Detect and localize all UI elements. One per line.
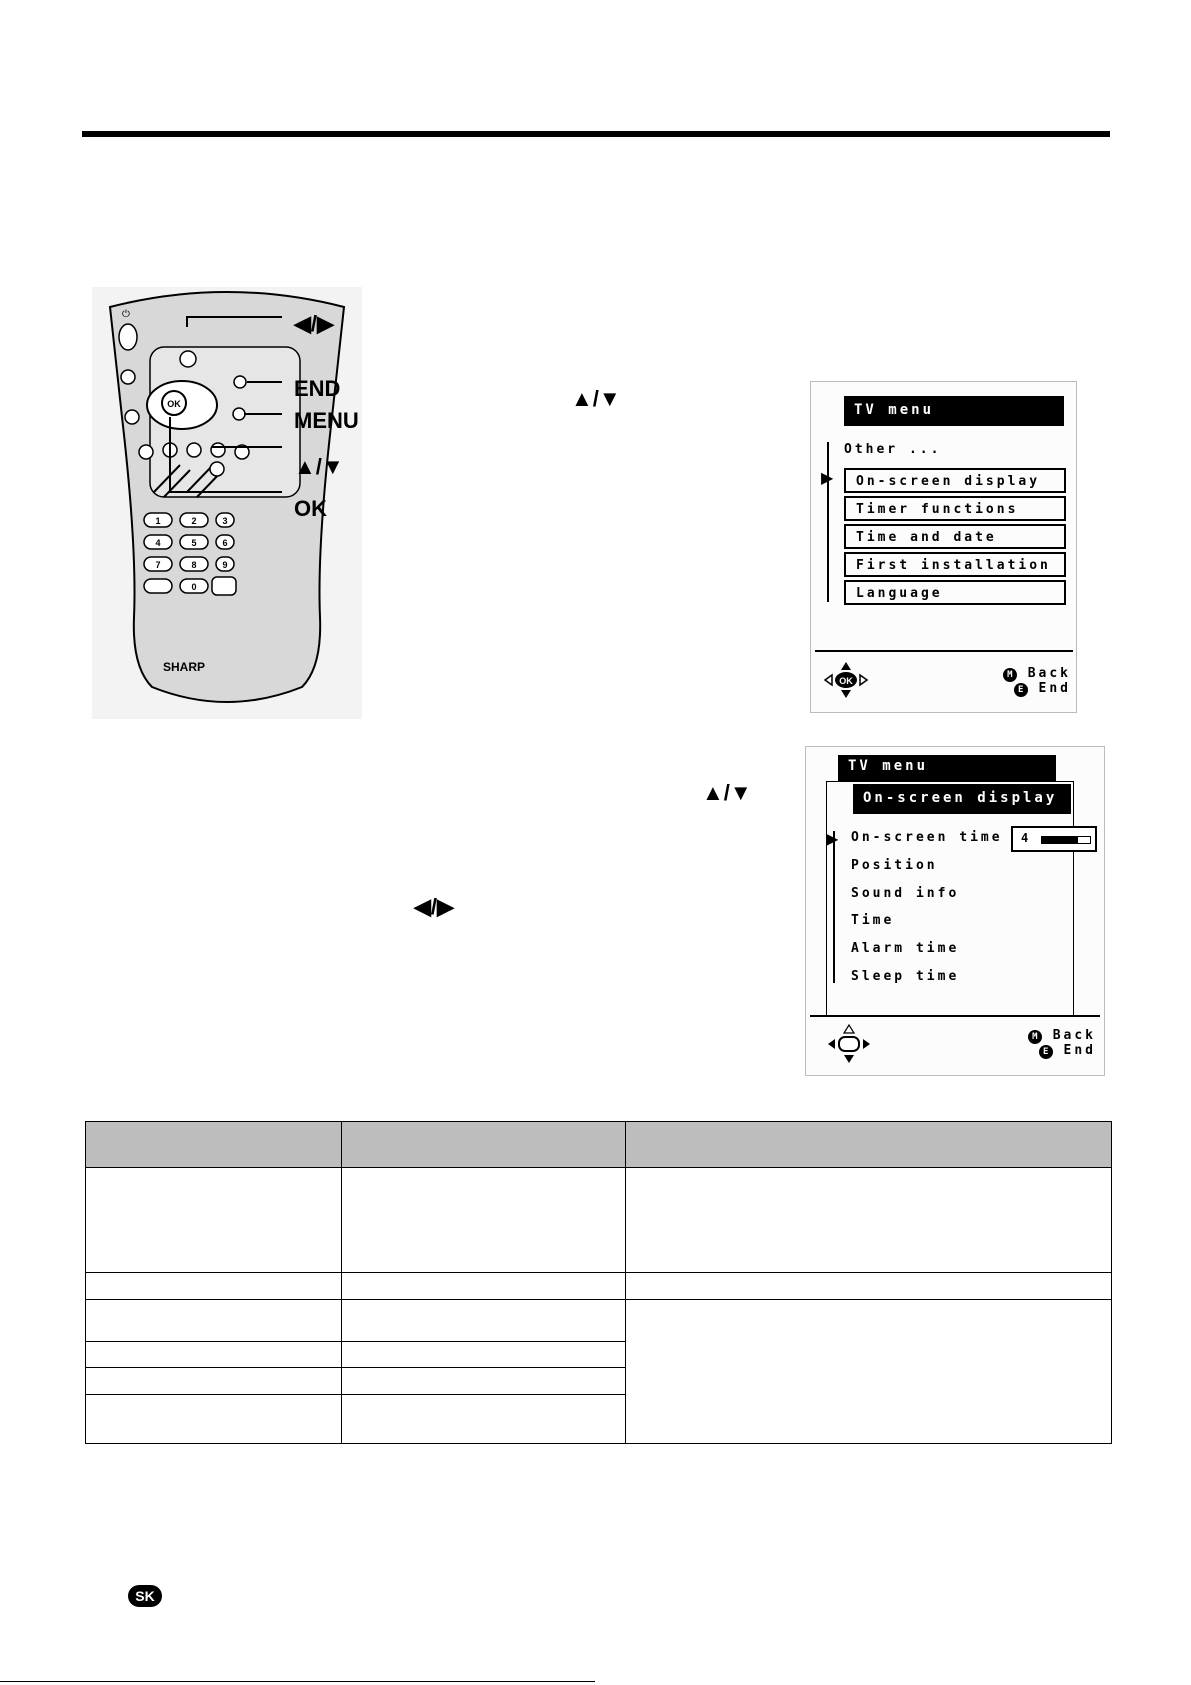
- nav-pad-icon: [823, 660, 869, 700]
- osd-item-timer-functions[interactable]: Timer functions: [844, 496, 1066, 521]
- hint-back-label: Back: [1027, 666, 1071, 681]
- brand-logo: SHARP: [162, 660, 206, 674]
- callout-menu: MENU: [294, 408, 359, 433]
- arrow-up-down-glyph-1: ▲/▼: [571, 386, 621, 411]
- table-header-cell: [342, 1122, 626, 1168]
- top-rule: [82, 131, 1110, 137]
- table-cell: [626, 1273, 1112, 1300]
- arrow-left-right-glyph: ◀/▶: [414, 894, 454, 919]
- volume-button: [180, 351, 196, 367]
- osd-item-first-installation[interactable]: First installation: [844, 552, 1066, 577]
- osd-section-label: Other ...: [844, 442, 942, 457]
- table-cell: [342, 1273, 626, 1300]
- osd-sub-pointer-arrow: ▶: [826, 831, 839, 848]
- table-cell: [86, 1300, 342, 1342]
- sub-hint-end-label: End: [1063, 1043, 1096, 1058]
- on-screen-time-value-box[interactable]: [1011, 826, 1097, 852]
- language-badge: SK: [128, 1585, 162, 1607]
- osd-tv-menu: [810, 381, 1077, 713]
- menu-button: [233, 408, 245, 420]
- on-screen-time-slider[interactable]: [1041, 836, 1091, 844]
- input-button: [121, 370, 135, 384]
- table-cell: [342, 1395, 626, 1444]
- osd-pointer-arrow: ▶: [821, 470, 834, 487]
- osd-item-time-and-date[interactable]: Time and date: [844, 524, 1066, 549]
- osd-item-language[interactable]: Language: [844, 580, 1066, 605]
- table-cell: [86, 1168, 342, 1273]
- callout-up-down: ▲/▼: [294, 454, 344, 479]
- osd-divider: [815, 650, 1073, 652]
- table-row: [86, 1168, 1112, 1273]
- osd-sub-hints: [1004, 1029, 1096, 1059]
- key-6: 6: [222, 538, 228, 548]
- on-screen-time-slider-fill: [1042, 837, 1078, 843]
- osd-sub-item-position[interactable]: Position: [851, 858, 938, 873]
- hint-end: [981, 682, 1071, 697]
- settings-table: [85, 1121, 1112, 1444]
- sub-hint-back: [1004, 1029, 1096, 1044]
- osd-sub-divider: [810, 1015, 1100, 1017]
- key-1: 1: [155, 516, 161, 526]
- osd-bracket-line: [827, 442, 829, 602]
- osd-sub-item-alarm-time[interactable]: Alarm time: [851, 941, 960, 956]
- footer-rule: [0, 1681, 595, 1682]
- sub-hint-back-label: Back: [1052, 1028, 1096, 1043]
- end-key-icon: E: [1014, 683, 1028, 697]
- key-9: 9: [222, 560, 228, 570]
- key-4: 4: [155, 538, 161, 548]
- table-cell: [86, 1395, 342, 1444]
- table-cell: [86, 1342, 342, 1368]
- menu-key-icon: M: [1003, 668, 1017, 682]
- table-cell: [626, 1168, 1112, 1273]
- key-7: 7: [155, 560, 161, 570]
- osd-sub-item-time[interactable]: Time: [851, 913, 895, 928]
- key-2: 2: [191, 516, 197, 526]
- on-screen-time-value: 4: [1021, 831, 1032, 845]
- table-row: [86, 1273, 1112, 1300]
- osd-parent-title: TV menu: [838, 755, 1056, 781]
- hint-end-label: End: [1038, 681, 1071, 696]
- table-cell: [342, 1300, 626, 1342]
- table-header-row: [86, 1122, 1112, 1168]
- osd-on-screen-display-menu: [805, 746, 1105, 1076]
- osd-sub-item-on-screen-time[interactable]: On-screen time: [851, 830, 1003, 845]
- osd-hints: [981, 667, 1071, 697]
- osd-sub-title: On-screen display: [853, 784, 1071, 814]
- arrow-up-down-glyph-2: ▲/▼: [702, 780, 752, 805]
- nav-pad-ok-label: OK: [839, 676, 853, 686]
- table-cell: [342, 1168, 626, 1273]
- nav-pad-outline-icon: [826, 1023, 872, 1065]
- end-button: [234, 376, 246, 388]
- ok-button-label: OK: [167, 399, 181, 409]
- svg-text:⏻: ⏻: [122, 309, 130, 320]
- sub-end-key-icon: E: [1039, 1045, 1053, 1059]
- table-header-cell: [86, 1122, 342, 1168]
- key-5: 5: [191, 538, 197, 548]
- power-button: [119, 324, 137, 350]
- text-button: [125, 410, 139, 424]
- callout-left-right: ◀/▶: [294, 311, 334, 336]
- sub-menu-key-icon: M: [1028, 1030, 1042, 1044]
- callout-ok: OK: [294, 496, 327, 521]
- table-row: [86, 1300, 1112, 1342]
- callout-end: END: [294, 376, 341, 401]
- hint-back: [981, 667, 1071, 682]
- table-cell: [342, 1368, 626, 1395]
- key-0: 0: [191, 582, 197, 592]
- table-cell: [86, 1368, 342, 1395]
- osd-title: TV menu: [844, 396, 1064, 426]
- osd-sub-bracket: [833, 831, 835, 983]
- table-cell-merged: [626, 1300, 1112, 1444]
- osd-item-on-screen-display[interactable]: On-screen display: [844, 468, 1066, 493]
- osd-sub-item-sound-info[interactable]: Sound info: [851, 886, 960, 901]
- key-3: 3: [222, 516, 228, 526]
- table-cell: [86, 1273, 342, 1300]
- key-8: 8: [191, 560, 197, 570]
- table-cell: [342, 1342, 626, 1368]
- table-header-cell: [626, 1122, 1112, 1168]
- osd-sub-item-sleep-time[interactable]: Sleep time: [851, 969, 960, 984]
- sub-hint-end: [1004, 1044, 1096, 1059]
